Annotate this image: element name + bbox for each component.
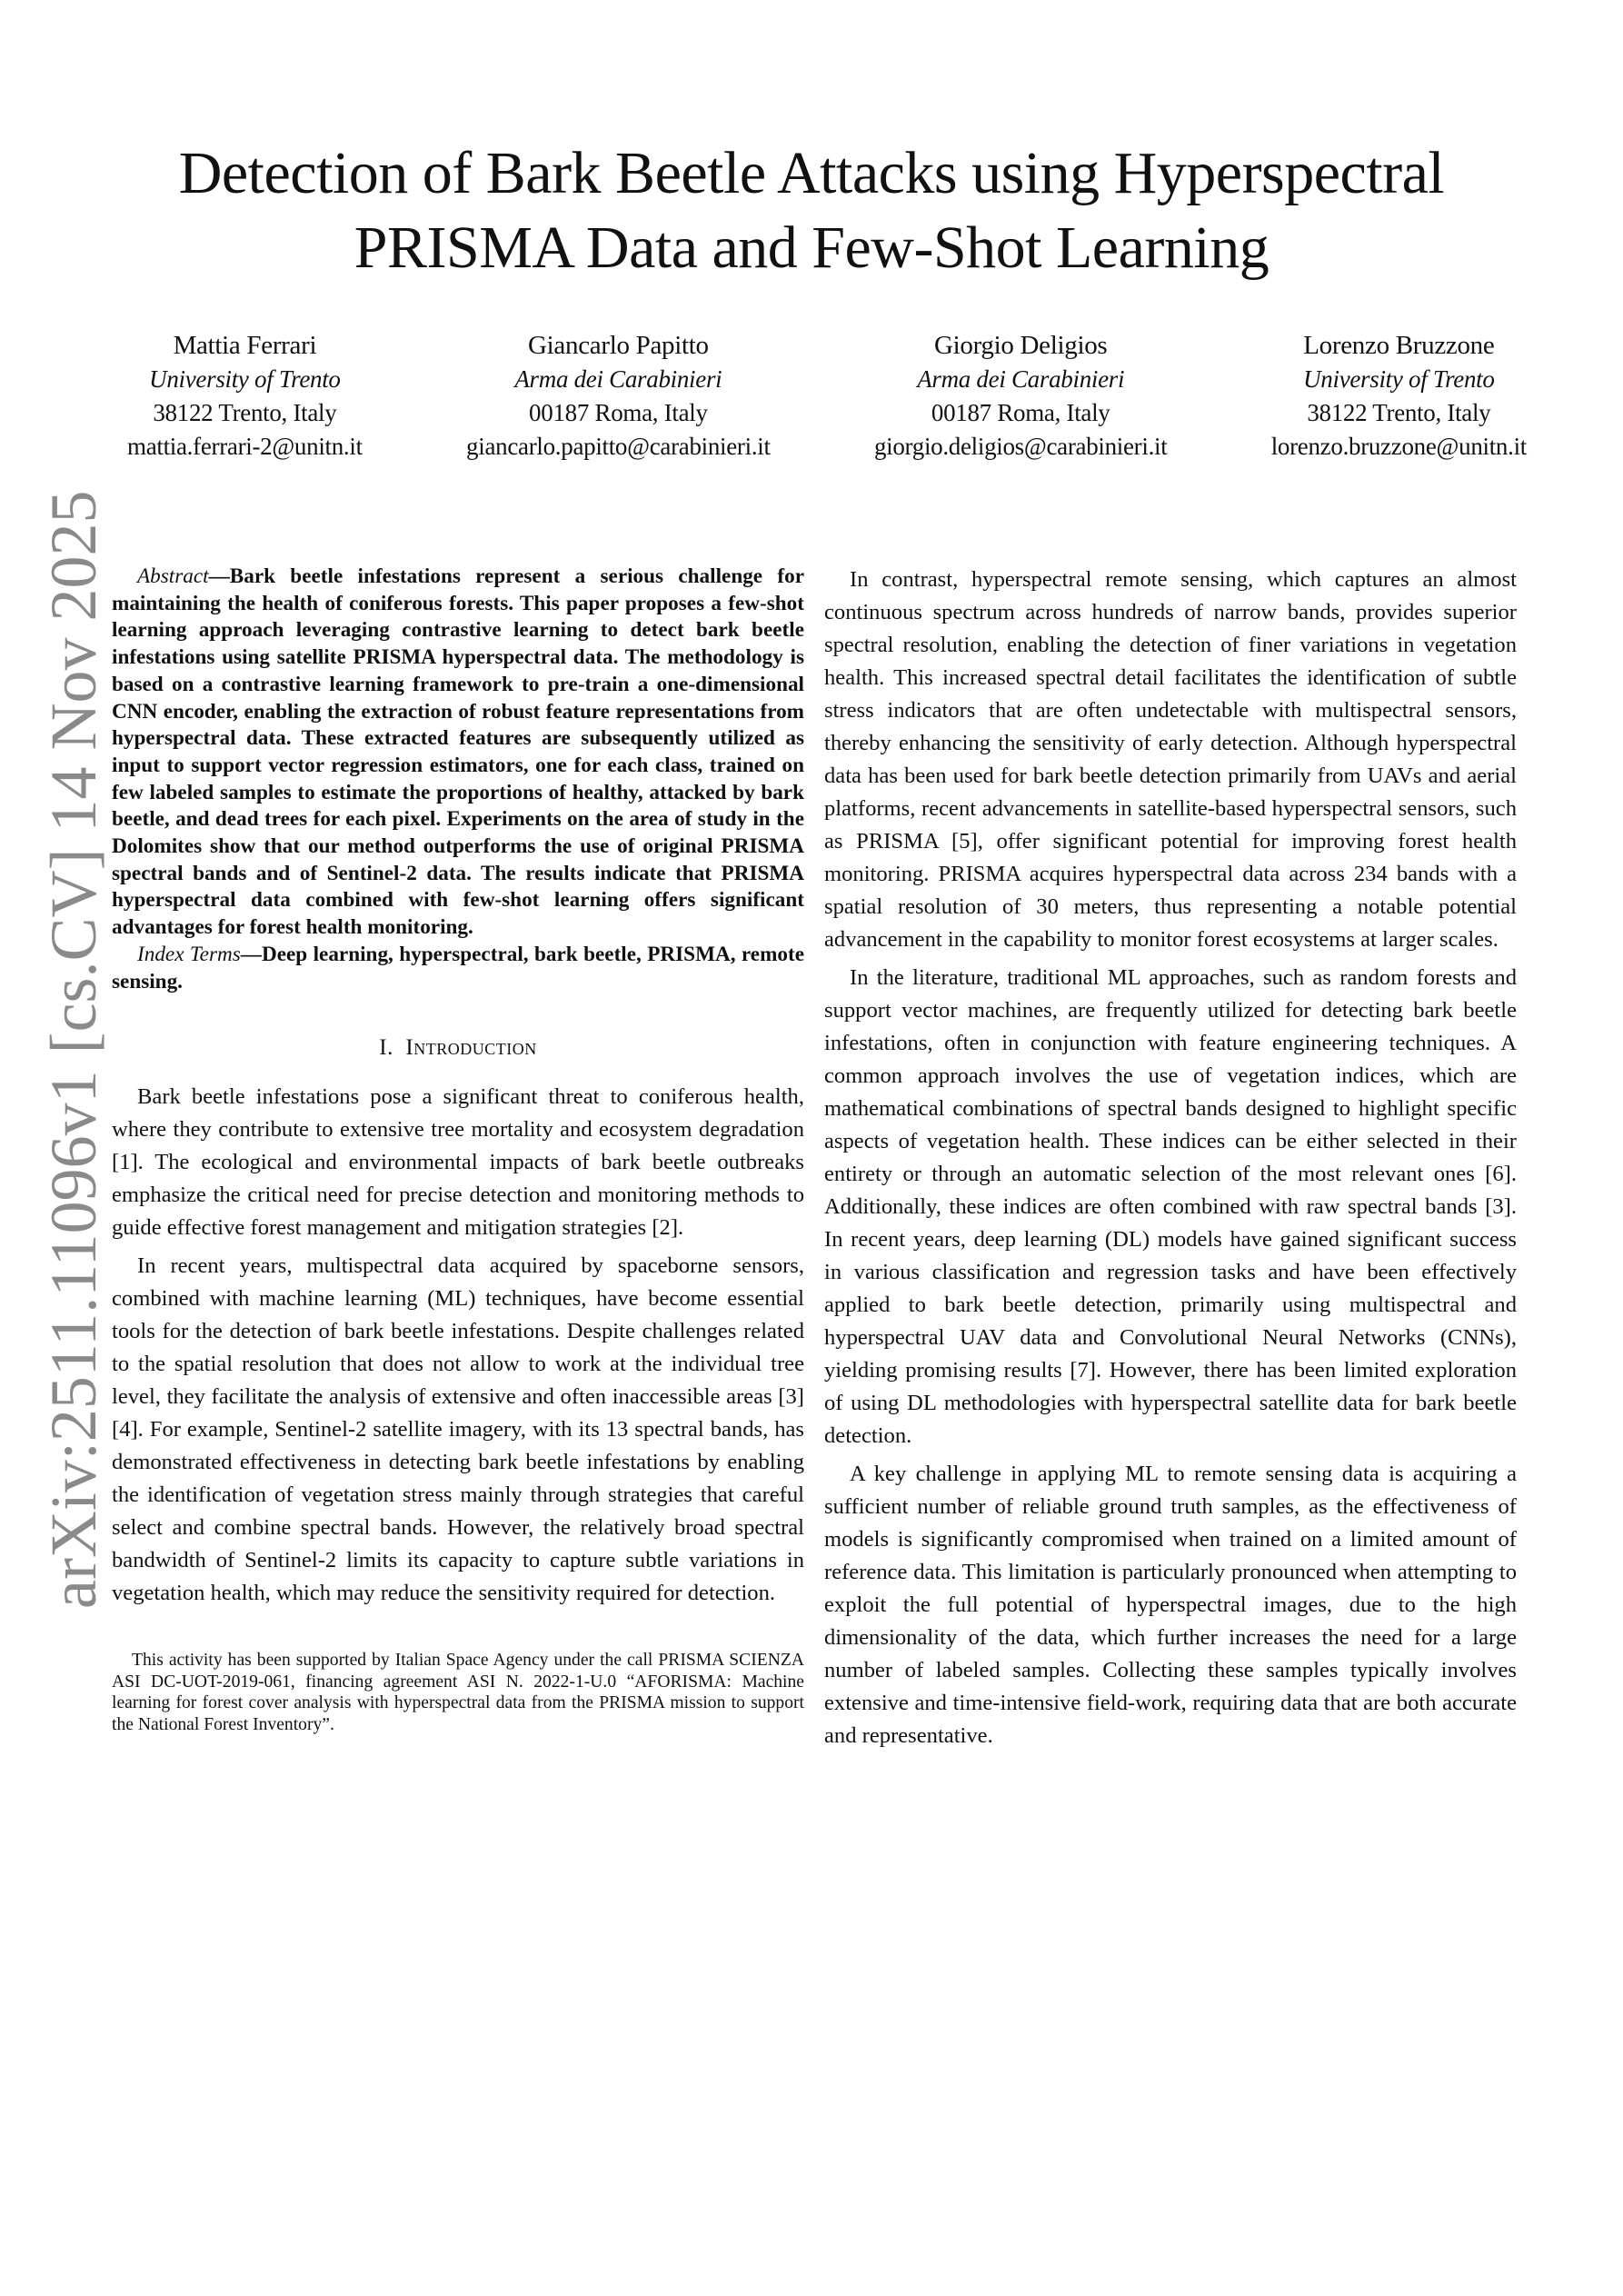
author-name: Mattia Ferrari [173, 331, 317, 360]
author-name: Giancarlo Papitto [528, 331, 709, 360]
left-column [112, 564, 804, 1735]
author-block [127, 329, 1527, 464]
footnote [112, 1650, 804, 1735]
author-address: 00187 Roma, Italy [529, 399, 708, 426]
section-heading-introduction [112, 1032, 804, 1064]
author-affiliation: University of Trento [149, 365, 341, 393]
section-number: I. [379, 1035, 393, 1061]
arxiv-stamp: arXiv:2511.11096v1 [cs.CV] 14 Nov 2025 [37, 490, 110, 1609]
author [466, 329, 771, 464]
author-email[interactable]: giorgio.deligios@carabinieri.it [873, 433, 1168, 460]
author-affiliation: Arma dei Carabinieri [917, 365, 1125, 393]
abstract-label: Abstract [137, 564, 209, 588]
author-address: 00187 Roma, Italy [931, 399, 1110, 426]
author-name: Lorenzo Bruzzone [1303, 331, 1495, 360]
abstract [112, 564, 804, 942]
author-email[interactable]: lorenzo.bruzzone@unitn.it [1270, 433, 1527, 460]
author [127, 329, 363, 464]
footnote-text: This activity has been supported by Italian Space Agency under the call PRISMA SCIENZA ASI DC-UOT-2019-061, financing agreement ASI N. 2022-1-U.0 “AFORISMA: Machine learning for forest cover analysis with hyperspectral data from the PRISMA mission to support the National Forest Inventory”. [112, 1651, 804, 1734]
paragraph: A key challenge in applying ML to remote sensing data is acquiring a sufficient number of reliable ground truth samples, as the effectiveness of models is significantly compromised when trained on a limited amount of reference data. This limitation is particularly pronounced when attempting to exploit the full potential of hyperspectral images, due to the high dimensionality of the data, which further increases the need for a large number of labeled samples. Collecting these samples typically involves extensive and time-intensive field-work, requiring data that are both accurate and representative. [824, 1462, 1517, 1748]
author [1271, 329, 1527, 464]
section-title: Introduction [405, 1035, 537, 1061]
author-affiliation: Arma dei Carabinieri [514, 365, 722, 393]
author-email[interactable]: giancarlo.papitto@carabinieri.it [466, 433, 771, 460]
index-terms [112, 942, 804, 995]
author-email[interactable]: mattia.ferrari-2@unitn.it [127, 433, 363, 460]
author-address: 38122 Trento, Italy [1307, 399, 1491, 426]
abstract-text: —Bark beetle infestations represent a serious challenge for maintaining the health of coniferous forests. This paper proposes a few-shot learning approach leveraging contrastive learning to detect bark beetle infestations using satellite PRISMA hyperspectral data. The methodology is based on a contrastive learning framework to pre-train a one-dimensional CNN encoder, enabling the extraction of robust feature representations from hyperspectral data. These extracted features are subsequently utilized as input to support vector regression estimators, one for each class, trained on few labeled samples to estimate the proportions of healthy, attacked by bark beetle, and dead trees for each pixel. Experiments on the area of study in the Dolomites show that our method outperforms the use of original PRISMA spectral bands and of Sentinel-2 data. The results indicate that PRISMA hyperspectral data combined with few-shot learning offers significant advantages for forest health monitoring. [112, 564, 804, 940]
paragraph: In recent years, multispectral data acquired by spaceborne sensors, combined with machine learning (ML) techniques, have become essential tools for the detection of bark beetle infestations. Despite challenges related to the spatial resolution that does not allow to work at the individual tree level, they facilitate the analysis of extensive and often inaccessible areas [3] [4]. For example, Sentinel-2 satellite imagery, with its 13 spectral bands, has demonstrated effectiveness in detecting bark beetle infestations by enabling the identification of vegetation stress mainly through strategies that careful select and combine spectral bands. However, the relatively broad spectral bandwidth of Sentinel-2 limits its capacity to capture subtle variations in vegetation health, which may reduce the sensitivity required for detection. [112, 1253, 804, 1606]
paragraph: In the literature, traditional ML approaches, such as random forests and support vector machines, are frequently utilized for detecting bark beetle infestations, often in conjunction with feature engineering techniques. A common approach involves the use of vegetation indices, which are mathematical combinations of spectral bands designed to highlight specific aspects of vegetation health. These indices can be either selected in their entirety or through an automatic selection of the most relevant ones [6]. Additionally, these indices are often combined with raw spectral bands [3]. In recent years, deep learning (DL) models have gained significant success in various classification and regression tasks and have been effectively applied to bark beetle detection, primarily using multispectral and hyperspectral UAV data and Convolutional Neural Networks (CNNs), yielding promising results [7]. However, there has been limited exploration of using DL methodologies with hyperspectral satellite data for bark beetle detection. [824, 965, 1517, 1448]
author-address: 38122 Trento, Italy [153, 399, 337, 426]
paragraph: Bark beetle infestations pose a significant threat to coniferous health, where they contribute to extensive tree mortality and ecosystem degradation [1]. The ecological and environmental impacts of bark beetle outbreaks emphasize the critical need for precise detection and monitoring methods to guide effective forest management and mitigation strategies [2]. [112, 1084, 804, 1241]
paragraph: In contrast, hyperspectral remote sensing, which captures an almost continuous spectrum across hundreds of narrow bands, provides superior spectral resolution, enabling the detection of finer variations in vegetation health. This increased spectral detail facilitates the identification of subtle stress indicators that are often undetectable with multispectral sensors, thereby enhancing the sensitivity of early detection. Although hyperspectral data has been used for bark beetle detection primarily from UAVs and aerial platforms, recent advancements in satellite-based hyperspectral sensors, such as PRISMA [5], offer significant potential for improving forest health monitoring. PRISMA acquires hyperspectral data across 234 bands with a spatial resolution of 30 meters, thus representing a notable potential advancement in the capability to monitor forest ecosystems at larger scales. [824, 567, 1517, 952]
author-name: Giorgio Deligios [933, 331, 1108, 360]
index-terms-text: —Deep learning, hyperspectral, bark beetle, PRISMA, remote sensing. [112, 942, 804, 993]
author [874, 329, 1168, 464]
paper-title: Detection of Bark Beetle Attacks using Hyperspectral PRISMA Data and Few-Shot Learning [178, 140, 1445, 281]
right-column [824, 564, 1517, 1752]
index-terms-label: Index Terms [137, 942, 241, 966]
author-affiliation: University of Trento [1303, 365, 1495, 393]
